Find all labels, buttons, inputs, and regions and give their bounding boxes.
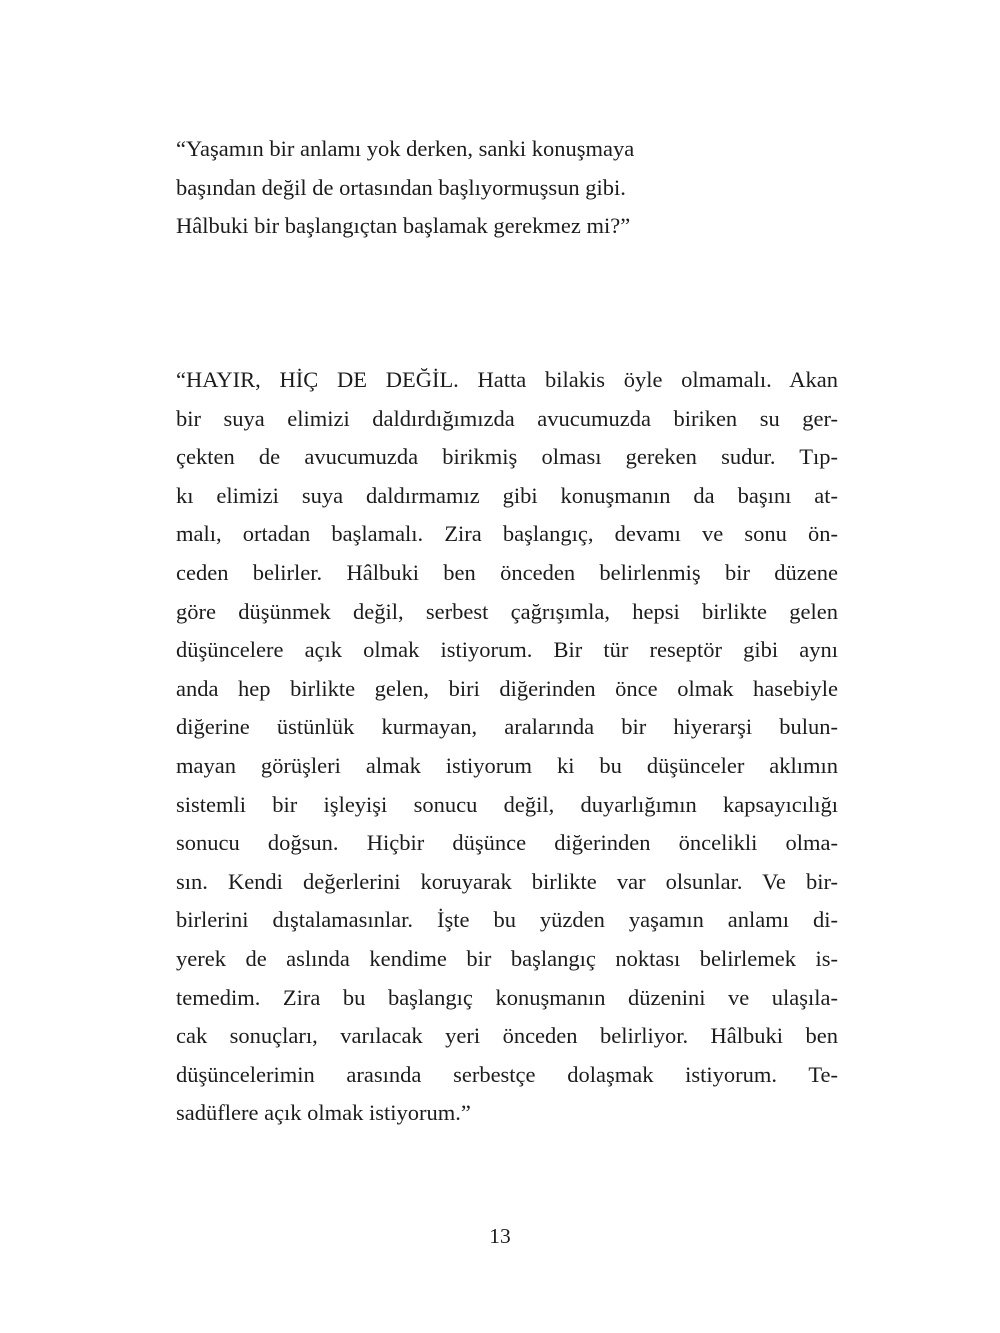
text-line: anda hep birlikte gelen, biri diğerinden önce olmak hasebiyle xyxy=(176,675,838,701)
text-line: göre düşünmek değil, serbest çağrışımla, hepsi birlikte gelen xyxy=(176,598,838,624)
text-line: birlerini dıştalamasınlar. İşte bu yüzden yaşamın anlamı di- xyxy=(176,907,838,933)
text-line: diğerine üstünlük kurmayan, aralarında bir hiyerarşi bulun- xyxy=(176,714,838,740)
text-line: başından değil de ortasından başlıyormuşsun gibi. xyxy=(176,174,626,200)
text-line: sistemli bir işleyişi sonucu değil, duyarlığımın kapsayıcılığı xyxy=(176,791,838,817)
text-line: “HAYIR, HİÇ DE DEĞİL. Hatta bilakis öyle olmamalı. Akan xyxy=(176,367,838,392)
page-number: 13 xyxy=(489,1224,511,1248)
epigraph xyxy=(176,130,838,246)
text-line: Hâlbuki bir başlangıçtan başlamak gerekmez mi?” xyxy=(176,213,631,238)
text-line: sonucu doğsun. Hiçbir düşünce diğerinden öncelikli olma- xyxy=(176,830,838,856)
text-line: “Yaşamın bir anlamı yok derken, sanki konuşmaya xyxy=(176,136,635,161)
text-line: düşüncelere açık olmak istiyorum. Bir tür reseptör gibi aynı xyxy=(176,637,838,663)
text-line: sadüflere açık olmak istiyorum.” xyxy=(176,1100,471,1126)
text-line: malı, ortadan başlamalı. Zira başlangıç, devamı ve sonu ön- xyxy=(176,521,838,547)
body-paragraph xyxy=(176,361,838,1133)
text-line: kı elimizi suya daldırmamız gibi konuşmanın da başını at- xyxy=(176,482,838,508)
text-line: çekten de avucumuzda birikmiş olması gereken sudur. Tıp- xyxy=(176,444,838,470)
text-line: cak sonuçları, varılacak yeri önceden belirliyor. Hâlbuki ben xyxy=(176,1023,838,1049)
text-line: düşüncelerimin arasında serbestçe dolaşmak istiyorum. Te- xyxy=(176,1061,838,1087)
text-line: sın. Kendi değerlerini koruyarak birlikte var olsunlar. Ve bir- xyxy=(176,868,838,894)
text-line: mayan görüşleri almak istiyorum ki bu düşünceler aklımın xyxy=(176,752,838,778)
text-line: temedim. Zira bu başlangıç konuşmanın düzenini ve ulaşıla- xyxy=(176,984,838,1010)
text-line: ceden belirler. Hâlbuki ben önceden belirlenmiş bir düzene xyxy=(176,559,838,585)
text-line: yerek de aslında kendime bir başlangıç noktası belirlemek is- xyxy=(176,945,838,971)
text-line: bir suya elimizi daldırdığımızda avucumuzda biriken su ger- xyxy=(176,405,838,431)
